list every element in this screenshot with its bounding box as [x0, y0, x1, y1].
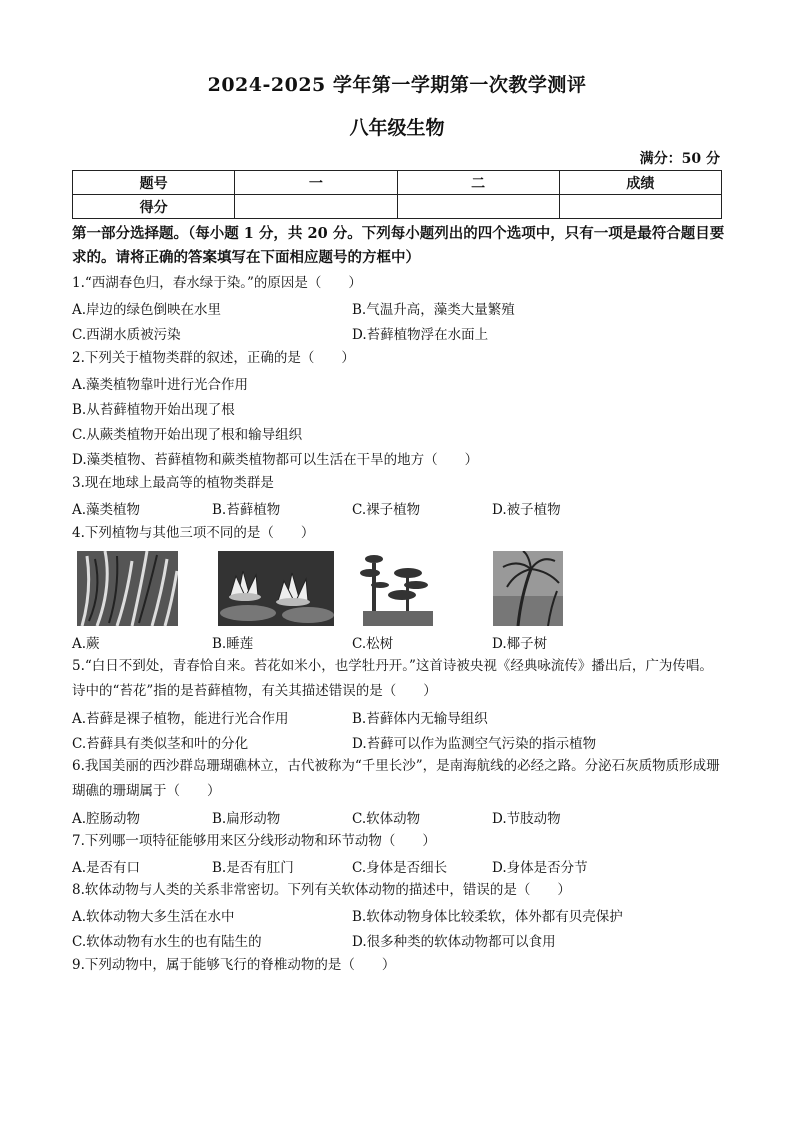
option-a: A.是否有口 [72, 860, 141, 876]
score-table-score-row [73, 195, 722, 219]
coconut-palm-photo [493, 551, 563, 626]
question-stem: 1.“西湖春色归，春水绿于染。”的原因是（ ） [72, 275, 362, 291]
option-b: B.睡莲 [212, 636, 254, 652]
option-b: B.从苔藓植物开始出现了根 [72, 402, 235, 418]
question-stem: 3.现在地球上最高等的植物类群是 [72, 475, 274, 491]
option-c: C.裸子植物 [352, 502, 421, 518]
score-table-header-row [73, 171, 722, 195]
option-b: B.苔藓植物 [212, 502, 281, 518]
option-c: C.软体动物有水生的也有陆生的 [72, 934, 262, 950]
score-header-cell: 成绩 [559, 171, 721, 195]
option-d: D.苔藓植物浮在水面上 [352, 327, 489, 343]
question-stem: 7.下列哪一项特征能够用来区分线形动物和环节动物（ ） [72, 833, 436, 849]
question-stem: 9.下列动物中，属于能够飞行的脊椎动物的是（ ） [72, 957, 396, 973]
exam-subtitle: 八年级生物 [349, 117, 445, 139]
option-c: C.松树 [352, 636, 394, 652]
option-a: A.藻类植物 [72, 502, 141, 518]
option-b: B.是否有肛门 [212, 860, 294, 876]
question-stem: 4.下列植物与其他三项不同的是（ ） [72, 525, 315, 541]
score-table [72, 170, 722, 219]
question-stem: 5.“白日不到处，青春恰自来。苔花如米小，也学牡丹开。”这首诗被央视《经典咏流传》播出后，广为传唱。诗中的“苔花”指的是苔藓植物，有关其描述错误的是（ ） [72, 658, 713, 699]
option-a: A.软体动物大多生活在水中 [72, 909, 235, 925]
question-stem: 8.软体动物与人类的关系非常密切。下列有关软体动物的描述中，错误的是（ ） [72, 882, 571, 898]
option-c: C.西湖水质被污染 [72, 327, 181, 343]
option-c: C.苔藓具有类似茎和叶的分化 [72, 736, 249, 752]
option-c: C.身体是否细长 [352, 860, 448, 876]
score-header-cell: 一 [235, 171, 397, 195]
score-cell[interactable] [559, 195, 721, 219]
question-stem: 2.下列关于植物类群的叙述，正确的是（ ） [72, 350, 355, 366]
option-a: A.蕨 [72, 636, 100, 652]
question-stem: 6.我国美丽的西沙群岛珊瑚礁林立，古代被称为“千里长沙”，是南海航线的必经之路。分泌石灰质物质形成珊瑚礁的珊瑚属于（ ） [72, 758, 720, 799]
option-a: A.岸边的绿色倒映在水里 [72, 302, 222, 318]
option-b: B.扁形动物 [212, 811, 281, 827]
score-header-cell: 题号 [73, 171, 235, 195]
section-instructions: 第一部分选择题。（每小题 1 分，共 20 分。下列每小题列出的四个选项中，只有一项是最符合题目要求的。请将正确的答案填写在下面相应题号的方框中） [72, 225, 725, 266]
score-cell[interactable] [397, 195, 559, 219]
option-d: D.很多种类的软体动物都可以食用 [352, 934, 556, 950]
option-b: B.软体动物身体比较柔软，体外都有贝壳保护 [352, 909, 623, 925]
option-b: B.气温升高，藻类大量繁殖 [352, 302, 515, 318]
option-a: A.腔肠动物 [72, 811, 141, 827]
option-a: A.藻类植物靠叶进行光合作用 [72, 377, 249, 393]
option-d: D.身体是否分节 [492, 860, 588, 876]
option-d: D.节肢动物 [492, 811, 561, 827]
score-cell[interactable] [235, 195, 397, 219]
score-row-label: 得分 [73, 195, 235, 219]
option-d: D.苔藓可以作为监测空气污染的指示植物 [352, 736, 597, 752]
option-c: C.从蕨类植物开始出现了根和输导组织 [72, 427, 303, 443]
full-score: 满分：50 分 [639, 151, 720, 167]
option-d: D.椰子树 [492, 636, 548, 652]
exam-title: 2024-2025 学年第一学期第一次教学测评 [207, 74, 587, 96]
option-d: D.被子植物 [492, 502, 561, 518]
fern-photo [77, 551, 178, 626]
option-b: B.苔藓体内无输导组织 [352, 711, 488, 727]
option-d: D.藻类植物、苔藓植物和蕨类植物都可以生活在干旱的地方（ ） [72, 452, 479, 468]
pine-tree-photo [358, 551, 438, 626]
score-header-cell: 二 [397, 171, 559, 195]
option-a: A.苔藓是裸子植物，能进行光合作用 [72, 711, 289, 727]
water-lily-photo [218, 551, 334, 626]
option-c: C.软体动物 [352, 811, 421, 827]
